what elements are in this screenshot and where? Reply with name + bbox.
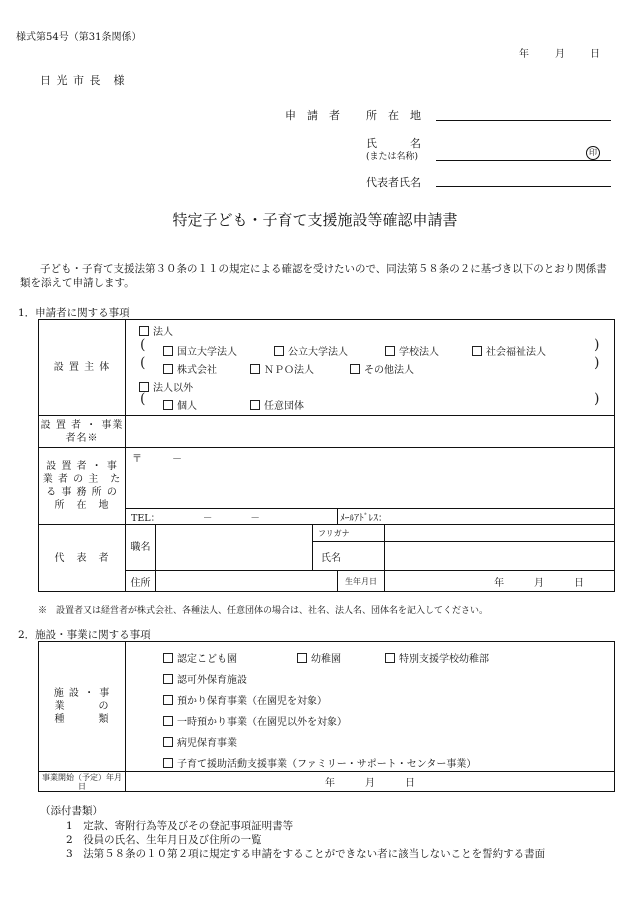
tel-field[interactable] bbox=[126, 509, 338, 525]
rep-name-label: 氏名 bbox=[313, 542, 385, 571]
rep-address-field[interactable] bbox=[156, 571, 338, 592]
furigana-field[interactable] bbox=[385, 525, 615, 542]
opt-welfare-corp-label: 社会福祉法人 bbox=[486, 347, 546, 358]
noncorp-bracket-right: ) bbox=[594, 391, 600, 407]
attachment-no: 3 bbox=[66, 848, 73, 860]
opt-individual-label: 個人 bbox=[177, 401, 197, 412]
opt-youchien-label: 幼稚園 bbox=[311, 654, 341, 665]
opt-public-univ-label: 公立大学法人 bbox=[288, 347, 348, 358]
attachment-item bbox=[66, 818, 293, 833]
opt-welfare-corp[interactable] bbox=[472, 343, 546, 358]
applicant-name-label: 氏 名 bbox=[366, 137, 421, 150]
opt-public-univ[interactable] bbox=[274, 343, 348, 358]
section1-note: ※ 設置者又は経営者が株式会社、各種法人、任意団体の場合は、社名、法人名、団体名を記入してください。 bbox=[38, 606, 489, 616]
noncorp-bracket-left: ( bbox=[140, 391, 146, 407]
attachment-item bbox=[66, 832, 262, 847]
opt-family-support[interactable] bbox=[163, 755, 476, 770]
office-address-field[interactable] bbox=[126, 448, 615, 509]
opt-family-support-label: 子育て援助活動支援事業（ファミリー・サポート・センター事業） bbox=[177, 759, 477, 770]
start-label: 事業開始（予定）年月日 bbox=[39, 772, 126, 792]
opt-other-corp[interactable] bbox=[350, 361, 414, 376]
kind-label: 施 設 ・ 事 業 の 種 類 bbox=[39, 642, 126, 772]
form-number: 様式第54号（第31条関係） bbox=[16, 32, 142, 43]
non-corp-checkbox[interactable] bbox=[139, 379, 193, 394]
section2-heading: 2．施設・事業に関する事項 bbox=[18, 629, 151, 641]
address-label: 住所 bbox=[126, 571, 156, 592]
corp-label: 法人 bbox=[153, 327, 173, 338]
opt-special-school-label: 特別支援学校幼稚部 bbox=[399, 654, 489, 665]
applicant-rep-field[interactable] bbox=[436, 186, 611, 187]
document-title: 特定子ども・子育て支援施設等確認申請書 bbox=[172, 211, 458, 229]
post-field[interactable] bbox=[156, 525, 313, 571]
postal-code: 〒 － bbox=[132, 454, 182, 465]
opt-voluntary-group-label: 任意団体 bbox=[264, 401, 304, 412]
seal-mark: 印 bbox=[586, 146, 600, 160]
mail-field[interactable] bbox=[338, 509, 615, 525]
opt-special-school[interactable] bbox=[385, 650, 489, 665]
start-ymd: 年 月 日 bbox=[325, 778, 415, 789]
corp-bracket-left: ( bbox=[140, 337, 146, 353]
addressee: 日 光 市 長 様 bbox=[40, 74, 126, 87]
date-month-label: 月 bbox=[555, 49, 565, 60]
birth-ymd: 年 月 日 bbox=[494, 577, 585, 589]
mail-label: ﾒｰﾙｱﾄﾞﾚｽ： bbox=[340, 512, 388, 524]
opt-other-corp-label: その他法人 bbox=[364, 365, 414, 376]
applicant-heading: 申 請 者 bbox=[285, 109, 340, 122]
applicant-rep-label: 代表者氏名 bbox=[366, 176, 421, 189]
opt-byouji[interactable] bbox=[163, 734, 237, 749]
corp-bracket-right-2: ) bbox=[594, 355, 600, 371]
opt-kk-label: 株式会社 bbox=[177, 365, 217, 376]
opt-ninkagai-label: 認可外保育施設 bbox=[177, 675, 247, 686]
applicant-name-field[interactable] bbox=[436, 160, 611, 161]
applicant-name-sub: (または名称) bbox=[366, 152, 419, 162]
attachment-text: 法第５８条の１０第２項に規定する申請をすることができない者に該当しないことを誓約する書面 bbox=[83, 848, 546, 860]
office-label: 設 置 者 ・ 事 業 者 の 主 た る 事 務 所 の 所 在 地 bbox=[39, 448, 126, 525]
opt-youchien[interactable] bbox=[297, 650, 341, 665]
intro-text: 子ども・子育て支援法第３０条の１１の規定による確認を受けたいので、同法第５８条の２に基づき以下のとおり関係書類を添えて申請します。 bbox=[20, 263, 607, 289]
furigana-label: フリガナ bbox=[313, 525, 385, 542]
corp-checkbox[interactable] bbox=[139, 323, 173, 338]
attachment-text: 定款、寄附行為等及びその登記事項証明書等 bbox=[83, 820, 294, 832]
corp-bracket-left-2: ( bbox=[140, 355, 146, 371]
opt-school-corp-label: 学校法人 bbox=[399, 347, 439, 358]
setti-label: 設 置 主 体 bbox=[39, 320, 126, 416]
opt-ichiji[interactable] bbox=[163, 713, 347, 728]
opt-byouji-label: 病児保育事業 bbox=[177, 738, 237, 749]
date-year-label: 年 bbox=[519, 49, 529, 60]
opt-kk[interactable] bbox=[163, 361, 217, 376]
section1-table bbox=[38, 319, 615, 592]
opt-ichiji-label: 一時預かり事業（在園児以外を対象） bbox=[177, 717, 347, 728]
operator-name-label: 設 置 者 ・ 事業者名※ bbox=[39, 416, 126, 448]
opt-azukari[interactable] bbox=[163, 692, 327, 707]
opt-npo[interactable] bbox=[250, 361, 314, 376]
opt-azukari-label: 預かり保育事業（在園児を対象） bbox=[177, 696, 327, 707]
opt-nintei-label: 認定こども園 bbox=[177, 654, 237, 665]
applicant-address-field[interactable] bbox=[436, 120, 611, 121]
opt-npo-label: ＮＰＯ法人 bbox=[264, 365, 314, 376]
opt-individual[interactable] bbox=[163, 397, 197, 412]
post-label: 職名 bbox=[126, 525, 156, 571]
corp-bracket-right: ) bbox=[594, 337, 600, 353]
birth-field[interactable] bbox=[385, 571, 615, 592]
opt-school-corp[interactable] bbox=[385, 343, 439, 358]
date-day-label: 日 bbox=[590, 49, 600, 60]
opt-voluntary-group[interactable] bbox=[250, 397, 304, 412]
attachment-item bbox=[66, 846, 545, 861]
non-corp-label: 法人以外 bbox=[153, 383, 193, 394]
opt-national-univ[interactable] bbox=[163, 343, 237, 358]
rep-name-field[interactable] bbox=[385, 542, 615, 571]
rep-label: 代 表 者 bbox=[39, 525, 126, 592]
operator-name-field[interactable] bbox=[126, 416, 615, 448]
start-date-field[interactable] bbox=[126, 772, 615, 792]
attachments-heading: （添付書類） bbox=[40, 805, 103, 817]
attachment-no: 2 bbox=[66, 834, 73, 846]
birth-label: 生年月日 bbox=[338, 571, 385, 592]
attachment-no: 1 bbox=[66, 820, 73, 832]
tel-label: TEL： － － bbox=[131, 512, 260, 524]
applicant-address-label: 所 在 地 bbox=[366, 109, 421, 122]
opt-ninkagai[interactable] bbox=[163, 671, 247, 686]
opt-national-univ-label: 国立大学法人 bbox=[177, 347, 237, 358]
section1-heading: 1．申請者に関する事項 bbox=[18, 307, 130, 319]
attachment-text: 役員の氏名、生年月日及び住所の一覧 bbox=[83, 834, 262, 846]
opt-nintei-kodomoen[interactable] bbox=[163, 650, 237, 665]
